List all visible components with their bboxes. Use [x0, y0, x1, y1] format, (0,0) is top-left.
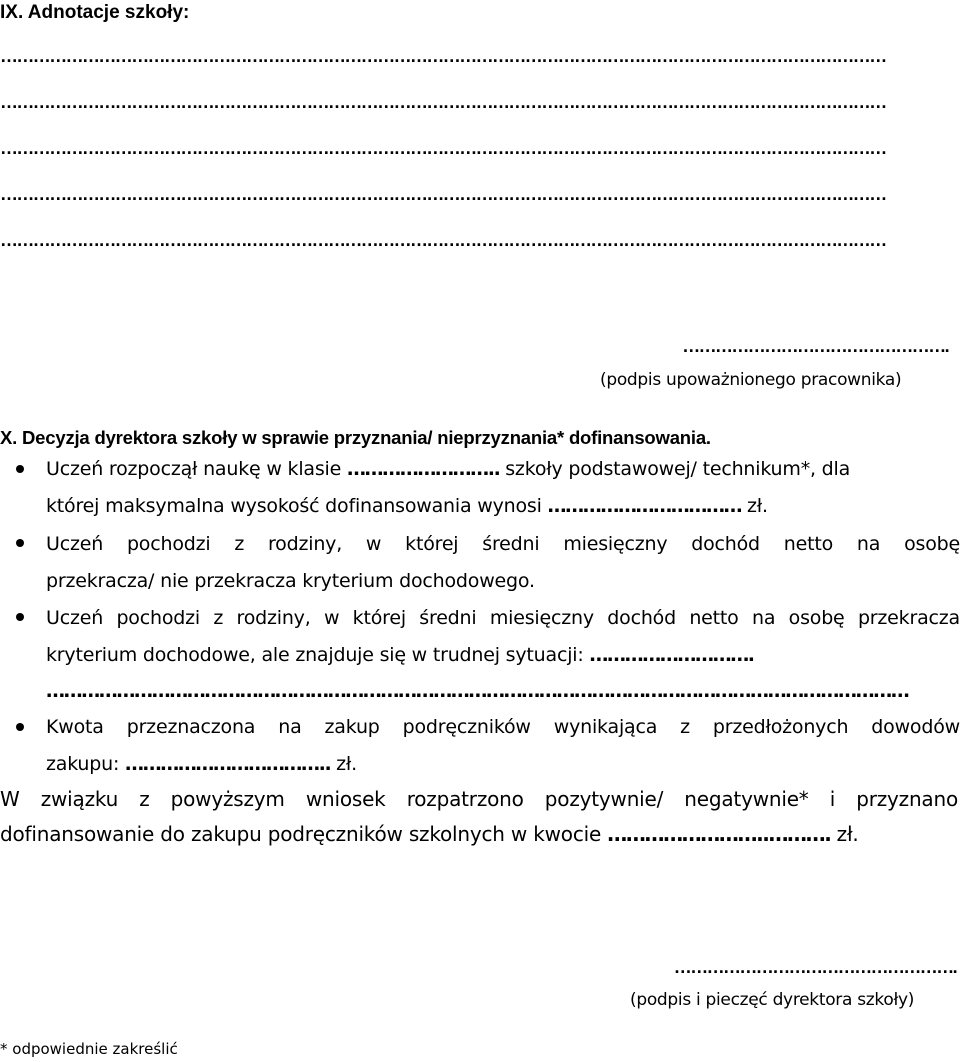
- bullet-1-line-2: której maksymalna wysokość dofinansowania wynosi …………………………… zł.: [46, 495, 768, 517]
- bullet-1-line-1: Uczeń rozpoczął naukę w klasie …………………….. szkoły podstawowej/ technikum*, dla: [46, 458, 851, 480]
- bullet-2-line-2: przekracza/ nie przekracza kryterium dochodowego.: [46, 570, 535, 592]
- director-signature-label: (podpis i pieczęć dyrektora szkoły): [630, 990, 915, 1010]
- annotation-line-2: ………………………………………………………………………………………………………………………………………………: [0, 92, 886, 112]
- bullet-3-line-2: kryterium dochodowe, ale znajduje się w trudnej sytuacji: ……………………….: [46, 644, 754, 666]
- bullet-2-line-1: Uczeń pochodzi z rodziny, w której średni miesięczny dochód netto na osobę: [46, 533, 960, 555]
- annotation-line-3: ………………………………………………………………………………………………………………………………………………: [0, 138, 886, 158]
- bullet-dot: [16, 723, 24, 731]
- bullet-4-line-1: Kwota przeznaczona na zakup podręczników wynikająca z przedłożonych dowodów: [46, 716, 960, 738]
- bullet-3-line-1: Uczeń pochodzi z rodziny, w której średni miesięczny dochód netto na osobę przekracza: [46, 607, 960, 629]
- decision-line-2: dofinansowanie do zakupu podręczników szkolnych w kwocie ……………………..………. zł.: [0, 822, 859, 846]
- bullet-3-line-3: …………………………………………………………………………………………………………………………………: [46, 680, 909, 702]
- bullet-dot: [16, 613, 24, 621]
- section-10-title: X. Decyzja dyrektora szkoły w sprawie przyznania/ nieprzyznania* dofinansowania.: [0, 427, 711, 448]
- annotation-line-4: ………………………………………………………………………………………………………………………………………………: [0, 184, 886, 204]
- employee-signature-label: (podpis upoważnionego pracownika): [600, 370, 902, 390]
- director-signature-line: …………………………………………….: [673, 957, 956, 977]
- annotation-line-1: ………………………………………………………………………………………………………………………………………………: [0, 46, 886, 66]
- bullet-dot: [16, 465, 24, 473]
- bullet-4-line-2: zakupu: …………………………….. zł.: [46, 753, 357, 775]
- bullet-dot: [16, 539, 24, 547]
- decision-line-1: W związku z powyższym wniosek rozpatrzono pozytywnie/ negatywnie* i przyznano: [0, 787, 958, 811]
- footnote: * odpowiednie zakreślić: [0, 1040, 178, 1058]
- annotation-line-5: ………………………………………………………………………………………………………………………………………………: [0, 230, 886, 250]
- section-9-title: IX. Adnotacje szkoły:: [0, 2, 190, 23]
- employee-signature-line: ………………………………………….: [682, 336, 948, 356]
